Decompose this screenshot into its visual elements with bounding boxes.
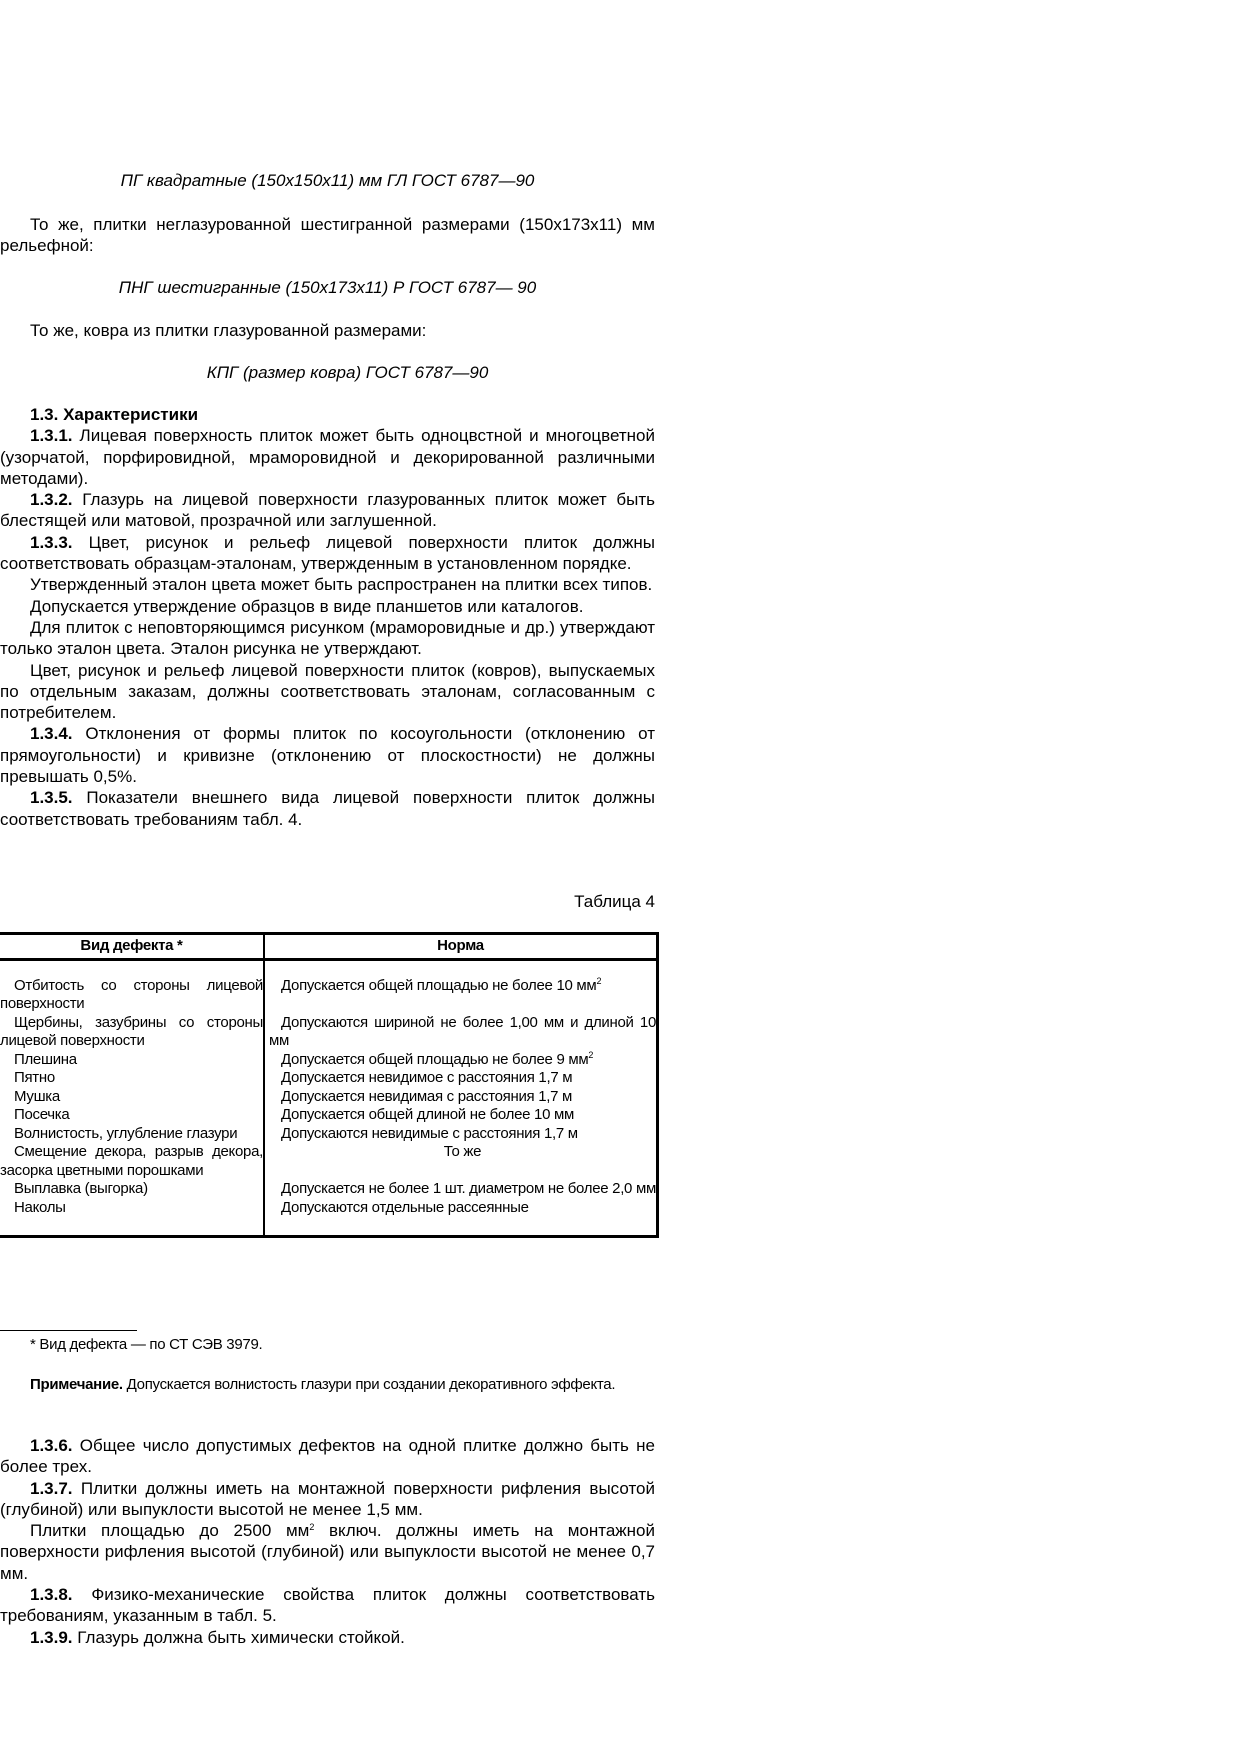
section-characteristics [0,404,655,830]
column-header-norm: Норма [264,934,658,960]
paragraph-1-3-9: 1.3.9. Глазурь должна быть химически стойкой. [30,1627,405,1647]
defect-cell: Пятно [0,1069,264,1088]
section-heading: 1.3. Характеристики [30,405,199,424]
table-row [0,977,658,1014]
table-header-row [0,934,658,960]
norm-cell: Допускаются шириной не более 1,00 мм и длиной 10 мм [269,1013,656,1049]
defect-cell: Выплавка (выгорка) [0,1180,264,1199]
table-row [0,1143,658,1180]
defects-table [0,932,659,1238]
defect-cell: Посечка [0,1106,264,1125]
table-spacer-row [0,1217,658,1237]
section-continued [0,1435,655,1648]
designation-pg-square: ПГ квадратные (150х150х11) мм ГЛ ГОСТ 6787—90 [120,171,535,190]
paragraph-1-3-6: 1.3.6. Общее число допустимых дефектов на одной плитке должно быть не более трех. [0,1436,655,1477]
footnote: * Вид дефекта — по СТ СЭВ 3979. [30,1336,263,1353]
norm-cell: Допускается невидимая с расстояния 1,7 м [281,1087,573,1105]
column-header-defect: Вид дефекта * [0,934,264,960]
norm-cell: Допускаются отдельные рассеянные [281,1198,529,1216]
table-note: Примечание. Допускается волнистость глазури при создании декоративного эффекта. [30,1376,616,1393]
defect-cell: Щербины, зазубрины со стороны лицевой поверхности [0,1013,263,1049]
defect-cell: Наколы [0,1199,264,1218]
norm-cell: Допускается невидимое с расстояния 1,7 м [281,1069,573,1086]
paragraph-1-3-3: 1.3.3. Цвет, рисунок и рельеф лицевой поверхности плиток должны соответствовать образцам-эталонам, утвержденным в установленном порядке. [0,532,655,574]
paragraph-1-3-3d: Для плиток с неповторяющимся рисунком (мраморовидные и др.) утверждают только эталон цвета. Эталон рисунка не утверждают. [0,617,655,659]
defect-cell: Смещение декора, разрыв декора, засорка цветными порошками [0,1143,263,1179]
paragraph-1-3-5: 1.3.5. Показатели внешнего вида лицевой поверхности плиток должны соответствовать требованиям табл. 4. [0,788,655,829]
paragraph-kpg-intro: То же, ковра из плитки глазурованной размерами: [30,321,427,340]
paragraph-1-3-3c: Допускается утверждение образцов в виде планшетов или каталогов. [30,596,584,616]
paragraph-png-intro: То же, плитки неглазурованной шестигранной размерами (150х173х11) мм рельефной: [0,215,655,256]
paragraph-1-3-3b: Утвержденный эталон цвета может быть распространен на плитки всех типов. [30,575,653,595]
paragraph-1-3-1: 1.3.1. Лицевая поверхность плиток может быть одноцвстной и многоцветной (узорчатой, порфировидной, мраморовидной и декорированной различными методами). [0,426,655,488]
norm-cell: Допускается не более 1 шт. диаметром не более 2,0 мм [281,1180,656,1197]
paragraph-1-3-3e: Цвет, рисунок и рельеф лицевой поверхности плиток (ковров), выпускаемых по отдельным заказам, должны соответствовать эталонам, согласованным с потребителем. [0,660,655,723]
defect-cell: Мушка [0,1088,264,1107]
defect-cell: Отбитость со стороны лицевой поверхности [0,976,263,1012]
paragraph-1-3-7b: Плитки площадью до 2500 $мм^2$ включ. должны иметь на монтажной поверхности рифления высотой (глубиной) или выпуклости высотой не менее 0,7 мм. [0,1521,655,1583]
table-row [0,1069,658,1088]
designation-kpg: КПГ (размер ковра) ГОСТ 6787—90 [206,363,489,382]
table-spacer-row [0,959,658,977]
table-row [0,1106,658,1125]
table-row [0,1014,658,1051]
designation-png-hex: ПНГ шестигранные (150х173х11) Р ГОСТ 6787— 90 [118,278,537,297]
table-title: Таблица 4 [574,892,655,911]
norm-cell: Допускается общей длиной не более 10 мм [281,1106,575,1123]
paragraph-1-3-2: 1.3.2. Глазурь на лицевой поверхности глазурованных плиток может быть блестящей или матовой, прозрачной или заглушенной. [0,490,655,531]
paragraph-1-3-8: 1.3.8. Физико-механические свойства плиток должны соответствовать требованиям, указанным в табл. 5. [0,1585,655,1626]
table-row [0,1180,658,1199]
defect-cell: Плешина [0,1051,264,1070]
norm-cell: Допускается общей площадью не более 10 $мм^2$ [281,975,602,994]
table-row [0,1088,658,1107]
table-row [0,1199,658,1218]
defect-cell: Волнистость, углубление глазури [0,1125,264,1144]
paragraph-1-3-4: 1.3.4. Отклонения от формы плиток по косоугольности (отклонению от прямоугольности) и кривизне (отклонению от плоскостности) не должны превышать 0,5%. [0,724,655,787]
paragraph-1-3-7: 1.3.7. Плитки должны иметь на монтажной поверхности рифления высотой (глубиной) или выпуклости высотой не менее 1,5 мм. [0,1478,655,1519]
footnote-rule [0,1330,137,1331]
norm-cell: Допускается общей площадью не более 9 $мм^2$ [281,1049,594,1068]
table-row [0,1125,658,1144]
table-row [0,1051,658,1070]
norm-cell: То же [443,1143,482,1160]
norm-cell: Допускаются невидимые с расстояния 1,7 м [281,1124,578,1142]
